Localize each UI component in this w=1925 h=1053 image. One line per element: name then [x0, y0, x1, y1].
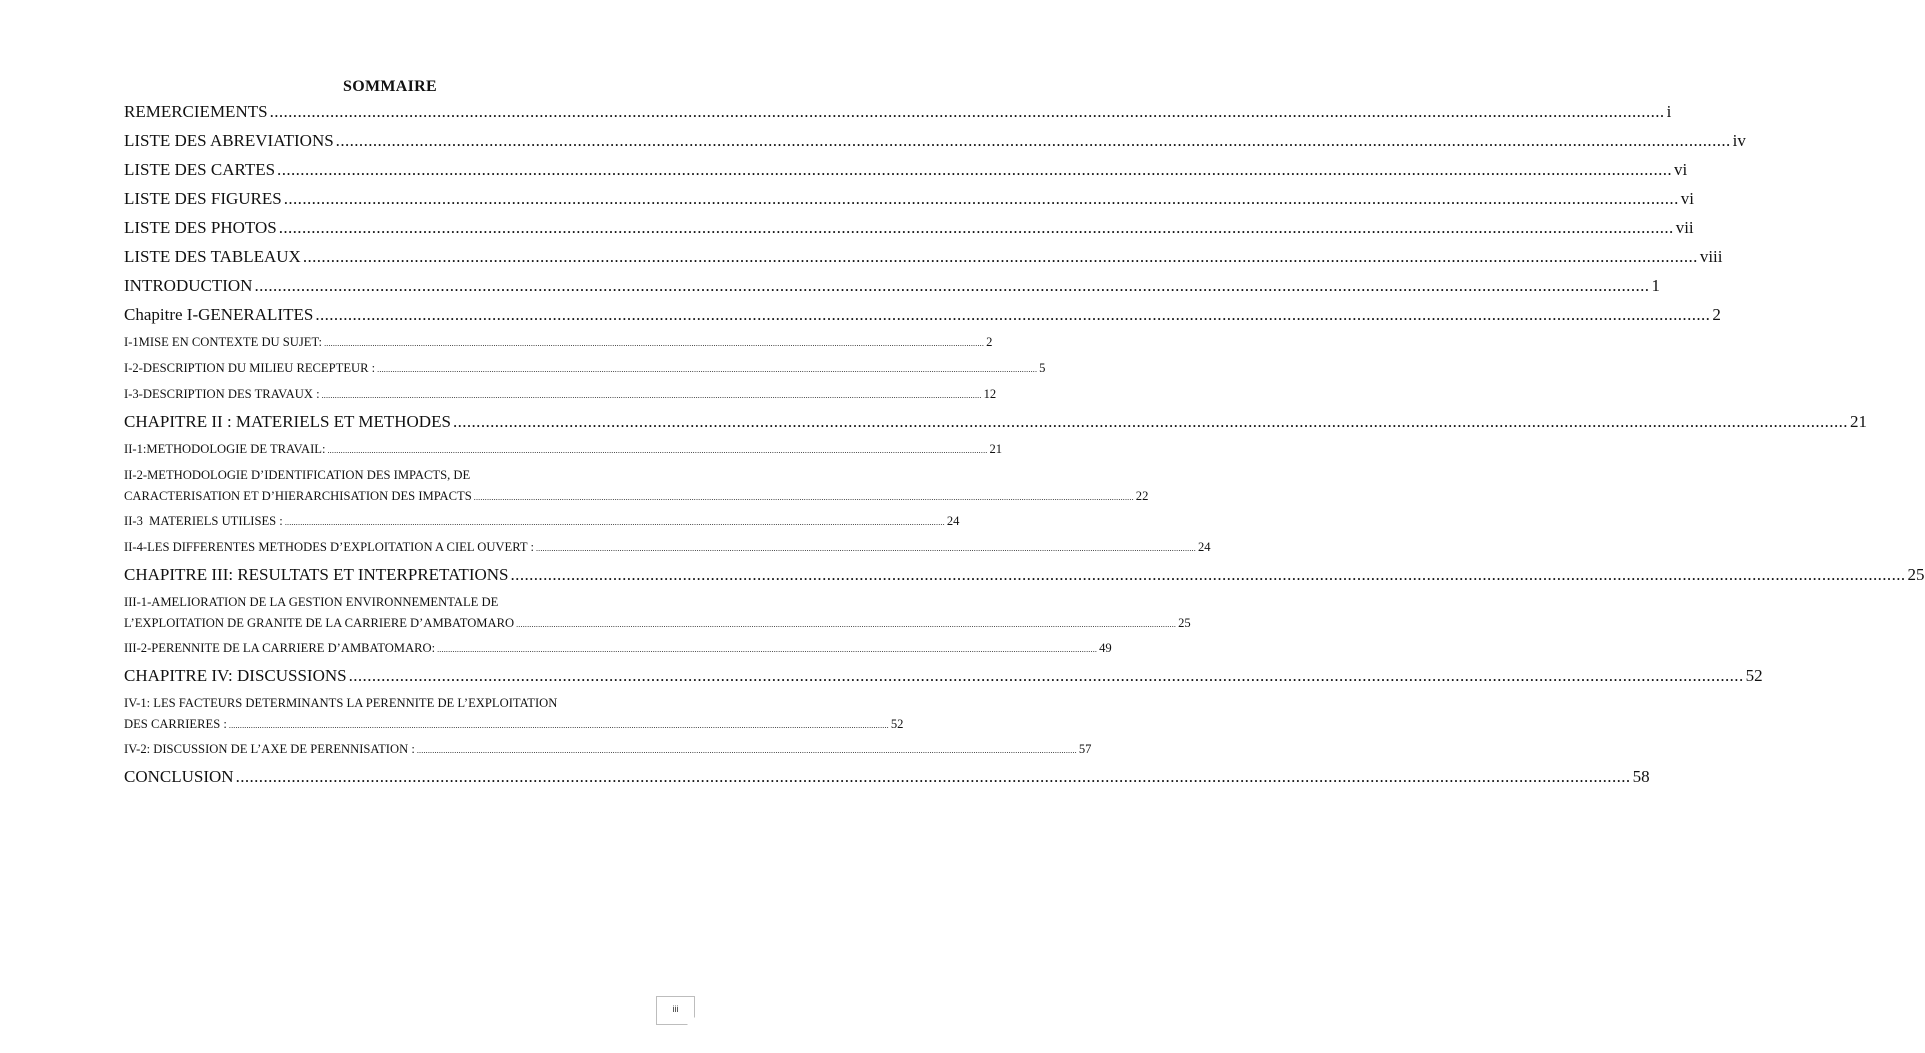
toc-entry-page: 52	[1745, 666, 1763, 685]
toc-entry-label: II-3 MATERIELS UTILISES :	[124, 514, 283, 528]
dot-leader: ............................................................................................................................................................................................................................................................................................................	[324, 339, 985, 348]
toc-subentry[interactable]	[124, 537, 1211, 563]
toc-entry[interactable]	[124, 100, 1672, 129]
dot-leader: ............................................................................................................................................................................................................................................................................................................	[377, 365, 1038, 374]
toc-entry-label: Chapitre I-GENERALITES	[124, 305, 314, 324]
toc-entry-page: viii	[1699, 247, 1723, 266]
dot-leader: ............................................................................................................................................................................................................................................................................................................	[269, 102, 1665, 121]
toc-entry-label: REMERCIEMENTS	[124, 102, 268, 121]
page-number-box	[656, 996, 695, 1025]
dot-leader: ............................................................................................................................................................................................................................................................................................................	[283, 189, 1679, 208]
toc-entry-page: 52	[890, 717, 904, 731]
toc-entry-label: CARACTERISATION ET D’HIERARCHISATION DES IMPACTS	[124, 489, 472, 503]
toc-entry-page: 49	[1099, 641, 1112, 655]
toc-entry-row	[124, 563, 1925, 587]
toc-entry-label: CONCLUSION	[124, 767, 234, 786]
toc-entry-label: II-4-LES DIFFERENTES METHODES D’EXPLOITATION A CIEL OUVERT :	[124, 540, 534, 554]
toc-entry-page: 21	[1849, 412, 1867, 431]
toc-entry-page: 12	[983, 387, 997, 401]
dot-leader: ............................................................................................................................................................................................................................................................................................................	[302, 247, 1698, 266]
toc-entry-page: vii	[1675, 218, 1694, 237]
dot-leader: ............................................................................................................................................................................................................................................................................................................	[278, 218, 1674, 237]
toc-entry-row	[124, 216, 1694, 240]
dot-leader: ............................................................................................................................................................................................................................................................................................................	[321, 391, 982, 400]
toc-entry-label: II-1:METHODOLOGIE DE TRAVAIL:	[124, 442, 326, 456]
page-number: iii	[672, 1004, 679, 1014]
toc-entry-label-line: III-1-AMELIORATION DE LA GESTION ENVIRONNEMENTALE DE	[124, 595, 499, 609]
toc-entry-label: I-1MISE EN CONTEXTE DU SUJET:	[124, 335, 323, 349]
toc-entry-row	[124, 511, 960, 533]
toc-entry-page: iv	[1732, 131, 1746, 150]
toc-subentry[interactable]	[124, 332, 993, 358]
toc-entry-label: III-2-PERENNITE DE LA CARRIERE D’AMBATOMARO:	[124, 641, 436, 655]
toc-entry-label: LISTE DES TABLEAUX	[124, 247, 301, 266]
toc-entry-page: 24	[1197, 540, 1211, 554]
dot-leader: ............................................................................................................................................................................................................................................................................................................	[335, 131, 1731, 150]
toc-entry-page: 25	[1178, 616, 1191, 630]
toc-entry-row	[124, 613, 1191, 635]
toc-entry[interactable]	[124, 303, 1721, 332]
page-curl-icon	[687, 1017, 695, 1025]
dot-leader: ............................................................................................................................................................................................................................................................................................................	[315, 305, 1711, 324]
toc-subentry[interactable]	[124, 739, 1092, 765]
toc-subentry[interactable]	[124, 693, 904, 739]
toc-entry-row	[124, 332, 993, 354]
toc-entry-page: vi	[1680, 189, 1694, 208]
dot-leader: ............................................................................................................................................................................................................................................................................................................	[277, 160, 1673, 179]
dot-leader: ............................................................................................................................................................................................................................................................................................................	[473, 493, 1134, 502]
dot-leader: ............................................................................................................................................................................................................................................................................................................	[416, 746, 1077, 755]
toc-entry-label: IV-2: DISCUSSION DE L’AXE DE PERENNISATION :	[124, 742, 415, 756]
dot-leader: ............................................................................................................................................................................................................................................................................................................	[348, 666, 1744, 685]
toc-entry[interactable]	[124, 274, 1660, 303]
toc-entry-page: 1	[1651, 276, 1660, 295]
toc-entry-row	[124, 439, 1003, 461]
toc-entry-page: 2	[1712, 305, 1721, 324]
toc-entry-row	[124, 765, 1650, 789]
toc-entry[interactable]	[124, 129, 1746, 158]
toc-entry-label-line: II-2-METHODOLOGIE D’IDENTIFICATION DES IMPACTS, DE	[124, 468, 471, 482]
toc-subentry[interactable]	[124, 358, 1046, 384]
toc-entry-row	[124, 274, 1660, 298]
toc-entry-page: 58	[1632, 767, 1650, 786]
toc-entry-row	[124, 664, 1763, 688]
toc-entry-label: LISTE DES FIGURES	[124, 189, 282, 208]
page-title: SOMMAIRE	[343, 78, 437, 95]
toc-entry-page: 22	[1135, 489, 1149, 503]
toc-entry-page: vi	[1674, 160, 1688, 179]
toc-entry-label: CHAPITRE II : MATERIELS ET METHODES	[124, 412, 451, 431]
toc-entry-label: LISTE DES PHOTOS	[124, 218, 277, 237]
toc-entry-label: CHAPITRE IV: DISCUSSIONS	[124, 666, 347, 685]
toc-entry[interactable]	[124, 410, 1867, 439]
toc-subentry[interactable]	[124, 465, 1149, 511]
toc-entry-page: 2	[986, 335, 993, 349]
toc-entry-row	[124, 100, 1672, 124]
toc-entry[interactable]	[124, 765, 1650, 794]
toc-entry-label: LISTE DES CARTES	[124, 160, 276, 179]
toc-subentry[interactable]	[124, 638, 1112, 664]
toc-entry-label: LISTE DES ABREVIATIONS	[124, 131, 334, 150]
toc-entry-row	[124, 739, 1092, 761]
toc-entry-label: DES CARRIERES :	[124, 717, 227, 731]
toc-entry-page: 21	[989, 442, 1003, 456]
toc-subentry[interactable]	[124, 592, 1191, 638]
toc-entry[interactable]	[124, 187, 1694, 216]
toc-entry-page: 25	[1907, 565, 1925, 584]
dot-leader: ............................................................................................................................................................................................................................................................................................................	[327, 446, 988, 455]
toc-entry-label-line: IV-1: LES FACTEURS DETERMINANTS LA PERENNITE DE L’EXPLOITATION	[124, 696, 558, 710]
toc-entry-row	[124, 486, 1149, 508]
toc-entry-row	[124, 537, 1211, 559]
toc-entry-row	[124, 187, 1694, 211]
dot-leader: ............................................................................................................................................................................................................................................................................................................	[437, 645, 1098, 654]
toc-subentry[interactable]	[124, 511, 960, 537]
toc-entry[interactable]	[124, 245, 1723, 274]
dot-leader: ............................................................................................................................................................................................................................................................................................................	[228, 721, 889, 730]
toc-entry-label: I-3-DESCRIPTION DES TRAVAUX :	[124, 387, 320, 401]
toc-entry-row	[124, 410, 1867, 434]
toc-entry-label: INTRODUCTION	[124, 276, 253, 295]
toc-subentry[interactable]	[124, 439, 1003, 465]
dot-leader: ............................................................................................................................................................................................................................................................................................................	[254, 276, 1650, 295]
toc-entry-row	[124, 303, 1721, 327]
toc-entry[interactable]	[124, 158, 1688, 187]
dot-leader: ............................................................................................................................................................................................................................................................................................................	[535, 544, 1196, 553]
toc-subentry[interactable]	[124, 384, 997, 410]
dot-leader: ............................................................................................................................................................................................................................................................................................................	[284, 518, 945, 527]
dot-leader: ............................................................................................................................................................................................................................................................................................................	[516, 620, 1177, 629]
toc-entry-row	[124, 714, 904, 736]
toc-entry-label: CHAPITRE III: RESULTATS ET INTERPRETATIONS	[124, 565, 509, 584]
toc-entry-page: i	[1666, 102, 1672, 121]
toc-entry-label: L’EXPLOITATION DE GRANITE DE LA CARRIERE D’AMBATOMARO	[124, 616, 515, 630]
toc-entry[interactable]	[124, 563, 1925, 592]
toc-entry-row	[124, 129, 1746, 153]
toc-entry-row	[124, 158, 1688, 182]
toc-entry-row	[124, 638, 1112, 660]
dot-leader: ............................................................................................................................................................................................................................................................................................................	[235, 767, 1631, 786]
table-of-contents	[124, 100, 1925, 794]
dot-leader: ............................................................................................................................................................................................................................................................................................................	[510, 565, 1906, 584]
toc-entry-page: 24	[946, 514, 960, 528]
toc-entry-label: I-2-DESCRIPTION DU MILIEU RECEPTEUR :	[124, 361, 376, 375]
dot-leader: ............................................................................................................................................................................................................................................................................................................	[452, 412, 1848, 431]
toc-entry-row	[124, 245, 1723, 269]
toc-entry-page: 57	[1078, 742, 1092, 756]
toc-entry-page: 5	[1039, 361, 1046, 375]
toc-entry-row	[124, 358, 1046, 380]
toc-entry[interactable]	[124, 664, 1763, 693]
toc-entry[interactable]	[124, 216, 1694, 245]
toc-entry-row	[124, 384, 997, 406]
